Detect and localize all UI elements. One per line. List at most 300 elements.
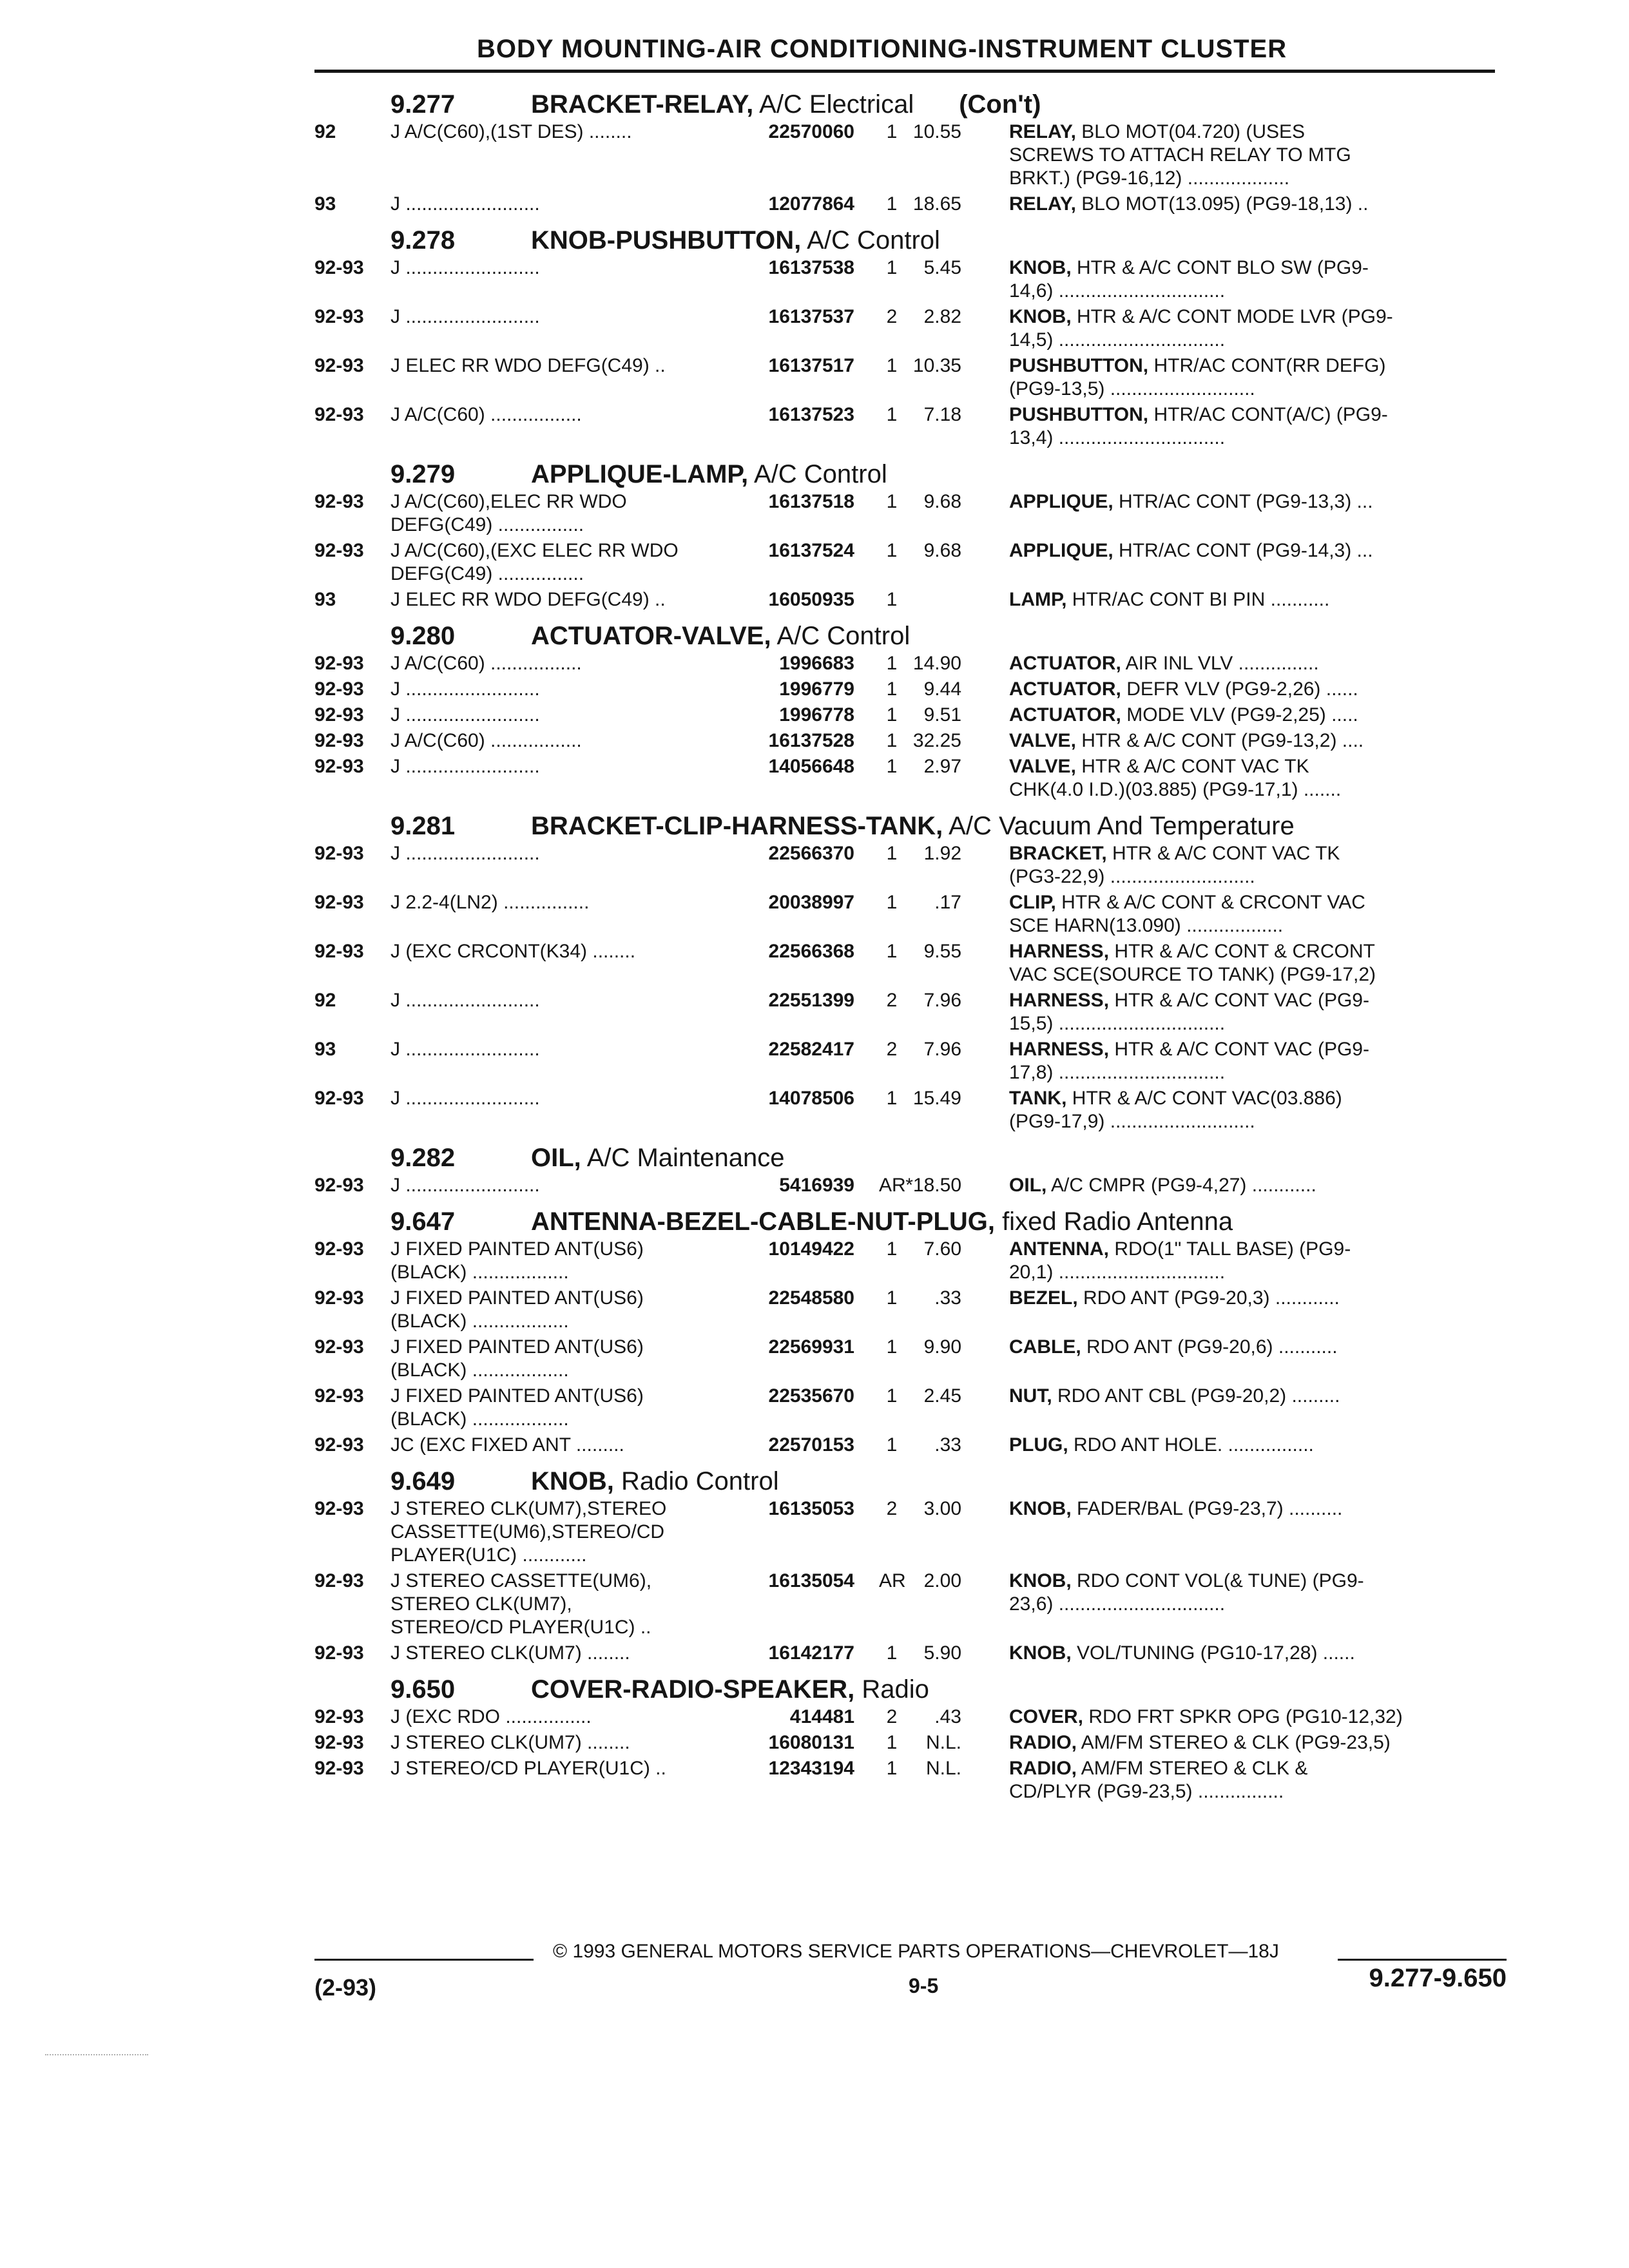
part-row bbox=[314, 652, 1507, 675]
part-name bbox=[1009, 891, 1468, 937]
part-name-detail: BLO MOT(04.720) (USES SCREWS TO ATTACH RELAY TO MTG BRKT.) (PG9-16,12) ................... bbox=[1009, 121, 1351, 189]
part-number: 16135053 bbox=[768, 1498, 854, 1519]
quantity: 2 bbox=[886, 306, 898, 327]
price: 5.45 bbox=[923, 257, 961, 278]
part-name bbox=[1009, 1434, 1468, 1457]
part-row bbox=[314, 891, 1507, 937]
quantity: 1 bbox=[886, 121, 898, 142]
quantity: 1 bbox=[886, 193, 898, 215]
page-title: BODY MOUNTING-AIR CONDITIONING-INSTRUMENT CLUSTER bbox=[477, 35, 1287, 63]
model-years: 92-93 bbox=[314, 892, 364, 913]
price: 2.97 bbox=[923, 756, 961, 777]
part-number: 12343194 bbox=[768, 1758, 854, 1779]
section-number: 9.281 bbox=[390, 812, 456, 840]
price: 5.90 bbox=[923, 1642, 961, 1664]
part-name bbox=[1009, 842, 1468, 889]
part-row bbox=[314, 1385, 1507, 1431]
price: 14.90 bbox=[912, 653, 961, 674]
model-years: 92-93 bbox=[314, 355, 364, 376]
part-number: 22566370 bbox=[768, 843, 854, 864]
price: 7.96 bbox=[923, 990, 961, 1011]
part-name-detail: MODE VLV (PG9-2,25) ..... bbox=[1121, 704, 1358, 726]
part-name bbox=[1009, 193, 1468, 216]
part-row bbox=[314, 305, 1507, 352]
application-description: JC (EXC FIXED ANT ......... bbox=[390, 1434, 624, 1456]
part-name bbox=[1009, 704, 1468, 727]
price: 2.45 bbox=[923, 1385, 961, 1407]
quantity: 2 bbox=[886, 1498, 898, 1519]
section-header bbox=[314, 90, 1507, 119]
part-number: 1996779 bbox=[779, 678, 854, 700]
part-number: 16137518 bbox=[768, 491, 854, 512]
section-name-category: A/C Vacuum And Temperature bbox=[943, 812, 1295, 840]
part-name-detail: AM/FM STEREO & CLK & CD/PLYR (PG9-23,5) ................ bbox=[1009, 1758, 1308, 1802]
part-number: 16050935 bbox=[768, 589, 854, 610]
section-name-main: COVER-RADIO-SPEAKER, bbox=[531, 1675, 855, 1704]
price: .33 bbox=[934, 1287, 961, 1309]
application-description: J STEREO/CD PLAYER(U1C) .. bbox=[390, 1758, 666, 1779]
part-number: 22548580 bbox=[768, 1287, 854, 1309]
section-header bbox=[314, 460, 1507, 489]
model-years: 92-93 bbox=[314, 1238, 364, 1260]
part-name bbox=[1009, 1336, 1468, 1382]
quantity: 1 bbox=[886, 1758, 898, 1779]
model-years: 92-93 bbox=[314, 941, 364, 962]
price: 10.35 bbox=[912, 355, 961, 376]
section-number: 9.649 bbox=[390, 1467, 456, 1495]
part-name-noun: KNOB, bbox=[1009, 1642, 1072, 1664]
part-row bbox=[314, 842, 1507, 889]
section-name-category: A/C Electrical bbox=[753, 90, 914, 119]
part-number: 16135054 bbox=[768, 1570, 854, 1591]
quantity: 1 bbox=[886, 1088, 898, 1109]
part-row bbox=[314, 704, 1507, 727]
application-description: J (EXC CRCONT(K34) ........ bbox=[390, 941, 636, 962]
part-name-noun: TANK, bbox=[1009, 1088, 1067, 1109]
quantity: 1 bbox=[886, 1336, 898, 1358]
model-years: 93 bbox=[314, 193, 336, 215]
price: 9.68 bbox=[923, 540, 961, 561]
price: 32.25 bbox=[912, 730, 961, 751]
application-description: J FIXED PAINTED ANT(US6) (BLACK) .................. bbox=[390, 1385, 644, 1430]
quantity: 1 bbox=[886, 892, 898, 913]
part-name bbox=[1009, 1038, 1468, 1084]
part-name-detail: HTR & A/C CONT VAC TK CHK(4.0 I.D.)(03.885) (PG9-17,1) ....... bbox=[1009, 756, 1342, 800]
part-name-detail: HTR & A/C CONT VAC TK (PG3-22,9) ........................... bbox=[1009, 843, 1340, 887]
model-years: 92-93 bbox=[314, 1385, 364, 1407]
price: 9.55 bbox=[923, 941, 961, 962]
part-name-noun: CABLE, bbox=[1009, 1336, 1081, 1358]
model-years: 92 bbox=[314, 121, 336, 142]
section-header bbox=[314, 226, 1507, 255]
application-description: J ......................... bbox=[390, 1175, 540, 1196]
model-years: 92-93 bbox=[314, 704, 364, 726]
quantity: 2 bbox=[886, 1039, 898, 1060]
model-years: 92-93 bbox=[314, 1570, 364, 1591]
section-name-category: A/C Control bbox=[771, 622, 911, 650]
part-name bbox=[1009, 1570, 1468, 1639]
part-name bbox=[1009, 1174, 1468, 1197]
part-number: 22551399 bbox=[768, 990, 854, 1011]
section-name-category: Radio bbox=[854, 1675, 929, 1704]
application-description: J ......................... bbox=[390, 990, 540, 1011]
application-description: J STEREO CASSETTE(UM6), STEREO CLK(UM7), STEREO/CD PLAYER(U1C) .. bbox=[390, 1570, 652, 1638]
application-description: J ELEC RR WDO DEFG(C49) .. bbox=[390, 589, 666, 610]
quantity: 1 bbox=[886, 678, 898, 700]
quantity: AR bbox=[879, 1570, 906, 1591]
price: 7.96 bbox=[923, 1039, 961, 1060]
part-name bbox=[1009, 1642, 1468, 1665]
part-row bbox=[314, 490, 1507, 537]
price: 2.00 bbox=[923, 1570, 961, 1591]
part-row bbox=[314, 193, 1507, 216]
price: 9.44 bbox=[923, 678, 961, 700]
part-name bbox=[1009, 755, 1468, 802]
part-name-noun: ACTUATOR, bbox=[1009, 678, 1121, 700]
quantity: 1 bbox=[886, 491, 898, 512]
date-code: (2-93) bbox=[314, 1974, 377, 2001]
quantity: 1 bbox=[886, 257, 898, 278]
application-description: J ELEC RR WDO DEFG(C49) .. bbox=[390, 355, 666, 376]
part-name bbox=[1009, 539, 1468, 586]
part-name-noun: VALVE, bbox=[1009, 730, 1076, 751]
part-name-noun: BEZEL, bbox=[1009, 1287, 1078, 1309]
model-years: 92-93 bbox=[314, 1088, 364, 1109]
part-name-noun: COVER, bbox=[1009, 1706, 1084, 1727]
part-number: 22566368 bbox=[768, 941, 854, 962]
part-name-noun: ACTUATOR, bbox=[1009, 704, 1121, 726]
part-name-noun: KNOB, bbox=[1009, 257, 1072, 278]
quantity: 1 bbox=[886, 589, 898, 610]
quantity: 1 bbox=[886, 1385, 898, 1407]
price bbox=[905, 588, 961, 611]
part-name bbox=[1009, 403, 1468, 450]
model-years: 92-93 bbox=[314, 1498, 364, 1519]
quantity: 1 bbox=[886, 355, 898, 376]
part-number: 5416939 bbox=[779, 1175, 854, 1196]
part-name bbox=[1009, 1238, 1468, 1284]
part-name bbox=[1009, 1706, 1468, 1729]
model-years: 92 bbox=[314, 990, 336, 1011]
application-description: J FIXED PAINTED ANT(US6) (BLACK) .................. bbox=[390, 1336, 644, 1381]
top-rule bbox=[314, 70, 1495, 73]
application-description: J ......................... bbox=[390, 843, 540, 864]
part-name-noun: ACTUATOR, bbox=[1009, 653, 1121, 674]
part-name-noun: OIL, bbox=[1009, 1175, 1047, 1196]
part-name-noun: NUT, bbox=[1009, 1385, 1052, 1407]
part-number: 16137524 bbox=[768, 540, 854, 561]
part-row bbox=[314, 678, 1507, 701]
part-row bbox=[314, 1287, 1507, 1333]
quantity: 1 bbox=[886, 1642, 898, 1664]
part-row bbox=[314, 1038, 1507, 1084]
part-name-noun: BRACKET, bbox=[1009, 843, 1107, 864]
section-name bbox=[467, 812, 1295, 841]
section-name-category: A/C Maintenance bbox=[581, 1144, 785, 1172]
part-name-detail: HTR & A/C CONT (PG9-13,2) .... bbox=[1075, 730, 1364, 751]
model-years: 92-93 bbox=[314, 540, 364, 561]
part-name-noun: PLUG, bbox=[1009, 1434, 1068, 1456]
part-name bbox=[1009, 256, 1468, 303]
continued-label: (Con't) bbox=[959, 90, 1041, 119]
part-name bbox=[1009, 120, 1468, 190]
application-description: J A/C(C60),(1ST DES) ........ bbox=[390, 121, 632, 142]
application-description: J ......................... bbox=[390, 678, 540, 700]
part-name bbox=[1009, 729, 1468, 753]
part-name bbox=[1009, 1497, 1468, 1567]
part-row bbox=[314, 1238, 1507, 1284]
part-name-noun: HARNESS, bbox=[1009, 990, 1110, 1011]
section-name-main: BRACKET-CLIP-HARNESS-TANK, bbox=[531, 812, 943, 840]
part-name-noun: VALVE, bbox=[1009, 756, 1076, 777]
section-number: 9.279 bbox=[390, 460, 456, 488]
section-name bbox=[467, 1207, 1233, 1236]
price: 9.51 bbox=[923, 704, 961, 726]
price: N.L. bbox=[925, 1758, 961, 1779]
part-name bbox=[1009, 1757, 1468, 1803]
model-years: 92-93 bbox=[314, 404, 364, 425]
part-name-noun: RADIO, bbox=[1009, 1732, 1077, 1753]
application-description: J A/C(C60) ................. bbox=[390, 653, 582, 674]
footer-left-rule bbox=[314, 1959, 534, 1961]
part-number: 14078506 bbox=[768, 1088, 854, 1109]
part-number: 12077864 bbox=[768, 193, 854, 215]
part-name-detail: HTR & A/C CONT VAC(03.886) (PG9-17,9) ........................... bbox=[1009, 1088, 1342, 1132]
application-description: J ......................... bbox=[390, 193, 540, 215]
application-description: J (EXC RDO ................ bbox=[390, 1706, 592, 1727]
part-number: 20038997 bbox=[768, 892, 854, 913]
section-header bbox=[314, 1144, 1507, 1173]
part-name-detail: HTR/AC CONT(RR DEFG) (PG9-13,5) ........................... bbox=[1009, 355, 1386, 399]
part-name-noun: LAMP, bbox=[1009, 589, 1067, 610]
section-name-main: KNOB, bbox=[531, 1467, 614, 1495]
part-name-detail: VOL/TUNING (PG10-17,28) ...... bbox=[1071, 1642, 1355, 1664]
part-name-detail: HTR/AC CONT(A/C) (PG9- 13,4) ............................... bbox=[1009, 404, 1388, 448]
part-number: 414481 bbox=[789, 1706, 854, 1727]
part-number: 22535670 bbox=[768, 1385, 854, 1407]
application-description: J 2.2-4(LN2) ................ bbox=[390, 892, 590, 913]
model-years: 92-93 bbox=[314, 1175, 364, 1196]
scan-artifact bbox=[45, 2054, 148, 2055]
part-row bbox=[314, 755, 1507, 802]
part-name-noun: PUSHBUTTON, bbox=[1009, 404, 1149, 425]
part-name-detail: HTR/AC CONT BI PIN ........... bbox=[1066, 589, 1330, 610]
part-name-detail: HTR & A/C CONT & CRCONT VAC SCE(SOURCE TO TANK) (PG9-17,2) bbox=[1009, 941, 1376, 985]
part-row bbox=[314, 120, 1507, 190]
part-name-noun: HARNESS, bbox=[1009, 941, 1110, 962]
part-number: 16142177 bbox=[768, 1642, 854, 1664]
price: 15.49 bbox=[912, 1088, 961, 1109]
section-name-main: ACTUATOR-VALVE, bbox=[531, 622, 771, 650]
part-name bbox=[1009, 354, 1468, 401]
part-name-detail: AIR INL VLV ............... bbox=[1121, 653, 1319, 674]
section-name-main: BRACKET-RELAY, bbox=[531, 90, 754, 119]
part-row bbox=[314, 539, 1507, 586]
price: .17 bbox=[934, 892, 961, 913]
part-name-detail: HTR & A/C CONT & CRCONT VAC SCE HARN(13.090) .................. bbox=[1009, 892, 1365, 936]
part-name-detail: HTR & A/C CONT VAC (PG9- 17,8) ............................... bbox=[1009, 1039, 1369, 1083]
quantity: 1 bbox=[886, 653, 898, 674]
quantity: 1 bbox=[886, 941, 898, 962]
part-number: 1996683 bbox=[779, 653, 854, 674]
part-row bbox=[314, 1706, 1507, 1729]
section-name bbox=[467, 90, 914, 119]
quantity: 1 bbox=[886, 1732, 898, 1753]
part-name-detail: HTR & A/C CONT VAC (PG9- 15,5) ............................... bbox=[1009, 990, 1369, 1034]
model-years: 92-93 bbox=[314, 843, 364, 864]
part-name-detail: RDO ANT (PG9-20,6) ........... bbox=[1081, 1336, 1338, 1358]
part-number: 22570153 bbox=[768, 1434, 854, 1456]
part-name-detail: HTR & A/C CONT BLO SW (PG9- 14,6) ............................... bbox=[1009, 257, 1369, 302]
part-name bbox=[1009, 989, 1468, 1035]
part-name bbox=[1009, 1087, 1468, 1133]
application-description: J STEREO CLK(UM7) ........ bbox=[390, 1732, 630, 1753]
part-row bbox=[314, 729, 1507, 753]
application-description: J STEREO CLK(UM7) ........ bbox=[390, 1642, 630, 1664]
section-number: 9.647 bbox=[390, 1207, 456, 1236]
part-name bbox=[1009, 678, 1468, 701]
section-name bbox=[467, 1675, 929, 1704]
part-name-detail: RDO ANT CBL (PG9-20,2) ......... bbox=[1052, 1385, 1340, 1407]
part-name-detail: HTR/AC CONT (PG9-14,3) ... bbox=[1113, 540, 1373, 561]
price: 3.00 bbox=[923, 1498, 961, 1519]
price: .33 bbox=[934, 1434, 961, 1456]
application-description: J A/C(C60) ................. bbox=[390, 730, 582, 751]
section-number: 9.278 bbox=[390, 226, 456, 255]
section-name-category: A/C Control bbox=[801, 226, 940, 255]
price: 9.68 bbox=[923, 491, 961, 512]
part-number: 16137538 bbox=[768, 257, 854, 278]
model-years: 92-93 bbox=[314, 1336, 364, 1358]
part-name-noun: ANTENNA, bbox=[1009, 1238, 1109, 1260]
part-name-noun: HARNESS, bbox=[1009, 1039, 1110, 1060]
quantity: 1 bbox=[886, 1434, 898, 1456]
application-description: J ......................... bbox=[390, 257, 540, 278]
part-row bbox=[314, 588, 1507, 611]
model-years: 92-93 bbox=[314, 257, 364, 278]
part-name bbox=[1009, 1731, 1468, 1754]
application-description: J ......................... bbox=[390, 756, 540, 777]
model-years: 92-93 bbox=[314, 1287, 364, 1309]
part-number: 16137517 bbox=[768, 355, 854, 376]
section-name-category: Radio Control bbox=[613, 1467, 779, 1495]
price: 1.92 bbox=[923, 843, 961, 864]
part-name-noun: RELAY, bbox=[1009, 121, 1076, 142]
part-name-detail: RDO ANT HOLE. ................ bbox=[1068, 1434, 1314, 1456]
price: .43 bbox=[934, 1706, 961, 1727]
part-number: 1996778 bbox=[779, 704, 854, 726]
parts-catalog bbox=[314, 80, 1507, 1806]
part-name-noun: KNOB, bbox=[1009, 306, 1072, 327]
quantity: 2 bbox=[886, 990, 898, 1011]
section-name bbox=[467, 622, 910, 651]
part-name bbox=[1009, 588, 1468, 611]
part-name bbox=[1009, 1287, 1468, 1333]
application-description: J ......................... bbox=[390, 704, 540, 726]
part-name bbox=[1009, 652, 1468, 675]
part-row bbox=[314, 1434, 1507, 1457]
model-years: 92-93 bbox=[314, 756, 364, 777]
application-description: J A/C(C60) ................. bbox=[390, 404, 582, 425]
quantity: 1 bbox=[886, 1238, 898, 1260]
part-name-detail: HTR/AC CONT (PG9-13,3) ... bbox=[1113, 491, 1373, 512]
model-years: 92-93 bbox=[314, 306, 364, 327]
section-name-main: OIL, bbox=[531, 1144, 581, 1172]
part-name-detail: DEFR VLV (PG9-2,26) ...... bbox=[1121, 678, 1358, 700]
section-number: 9.280 bbox=[390, 622, 456, 650]
part-row bbox=[314, 256, 1507, 303]
price: 7.60 bbox=[923, 1238, 961, 1260]
price: N.L. bbox=[925, 1732, 961, 1753]
part-name-noun: PUSHBUTTON, bbox=[1009, 355, 1149, 376]
application-description: J ......................... bbox=[390, 306, 540, 327]
part-row bbox=[314, 1174, 1507, 1197]
part-number: 16137523 bbox=[768, 404, 854, 425]
part-name-detail: HTR & A/C CONT MODE LVR (PG9- 14,5) ............................... bbox=[1009, 306, 1393, 351]
quantity: 1 bbox=[886, 404, 898, 425]
part-number: 16137528 bbox=[768, 730, 854, 751]
part-name-detail: A/C CMPR (PG9-4,27) ............ bbox=[1046, 1175, 1316, 1196]
part-name-noun: APPLIQUE, bbox=[1009, 540, 1113, 561]
application-description: J FIXED PAINTED ANT(US6) (BLACK) .................. bbox=[390, 1238, 644, 1283]
price: 10.55 bbox=[912, 121, 961, 142]
footer-right-rule bbox=[1338, 1959, 1507, 1961]
section-number: 9.650 bbox=[390, 1675, 456, 1704]
quantity: 2 bbox=[886, 1706, 898, 1727]
part-name-detail: FADER/BAL (PG9-23,7) .......... bbox=[1071, 1498, 1343, 1519]
quantity: 1 bbox=[886, 730, 898, 751]
model-years: 92-93 bbox=[314, 1732, 364, 1753]
model-years: 93 bbox=[314, 1039, 336, 1060]
part-number: 16137537 bbox=[768, 306, 854, 327]
part-name-noun: RELAY, bbox=[1009, 193, 1076, 215]
part-name bbox=[1009, 305, 1468, 352]
part-row bbox=[314, 1336, 1507, 1382]
part-row bbox=[314, 403, 1507, 450]
part-row bbox=[314, 1731, 1507, 1754]
part-name-detail: BLO MOT(13.095) (PG9-18,13) .. bbox=[1075, 193, 1369, 215]
part-name-noun: KNOB, bbox=[1009, 1570, 1072, 1591]
model-years: 92-93 bbox=[314, 491, 364, 512]
section-header bbox=[314, 622, 1507, 651]
section-number: 9.277 bbox=[390, 90, 456, 119]
section-name bbox=[467, 460, 887, 489]
section-name bbox=[467, 1144, 785, 1173]
price: 7.18 bbox=[923, 404, 961, 425]
part-name-detail: RDO ANT (PG9-20,3) ............ bbox=[1077, 1287, 1340, 1309]
model-years: 92-93 bbox=[314, 678, 364, 700]
model-years: 92-93 bbox=[314, 1758, 364, 1779]
part-number: 14056648 bbox=[768, 756, 854, 777]
part-name-detail: RDO FRT SPKR OPG (PG10-12,32) bbox=[1083, 1706, 1403, 1727]
part-name-noun: CLIP, bbox=[1009, 892, 1056, 913]
application-description: J STEREO CLK(UM7),STEREO CASSETTE(UM6),STEREO/CD PLAYER(U1C) ............ bbox=[390, 1498, 667, 1566]
section-number: 9.282 bbox=[390, 1144, 456, 1172]
section-header bbox=[314, 1467, 1507, 1496]
part-row bbox=[314, 1642, 1507, 1665]
part-number: 22569931 bbox=[768, 1336, 854, 1358]
part-row bbox=[314, 354, 1507, 401]
section-name bbox=[467, 226, 940, 255]
part-row bbox=[314, 989, 1507, 1035]
part-name bbox=[1009, 490, 1468, 537]
part-name-noun: KNOB, bbox=[1009, 1498, 1072, 1519]
quantity: 1 bbox=[886, 843, 898, 864]
part-row bbox=[314, 1570, 1507, 1639]
part-name-detail: RDO(1" TALL BASE) (PG9- 20,1) ............................... bbox=[1009, 1238, 1351, 1283]
part-row bbox=[314, 1497, 1507, 1567]
page-footer bbox=[314, 1941, 1507, 2018]
